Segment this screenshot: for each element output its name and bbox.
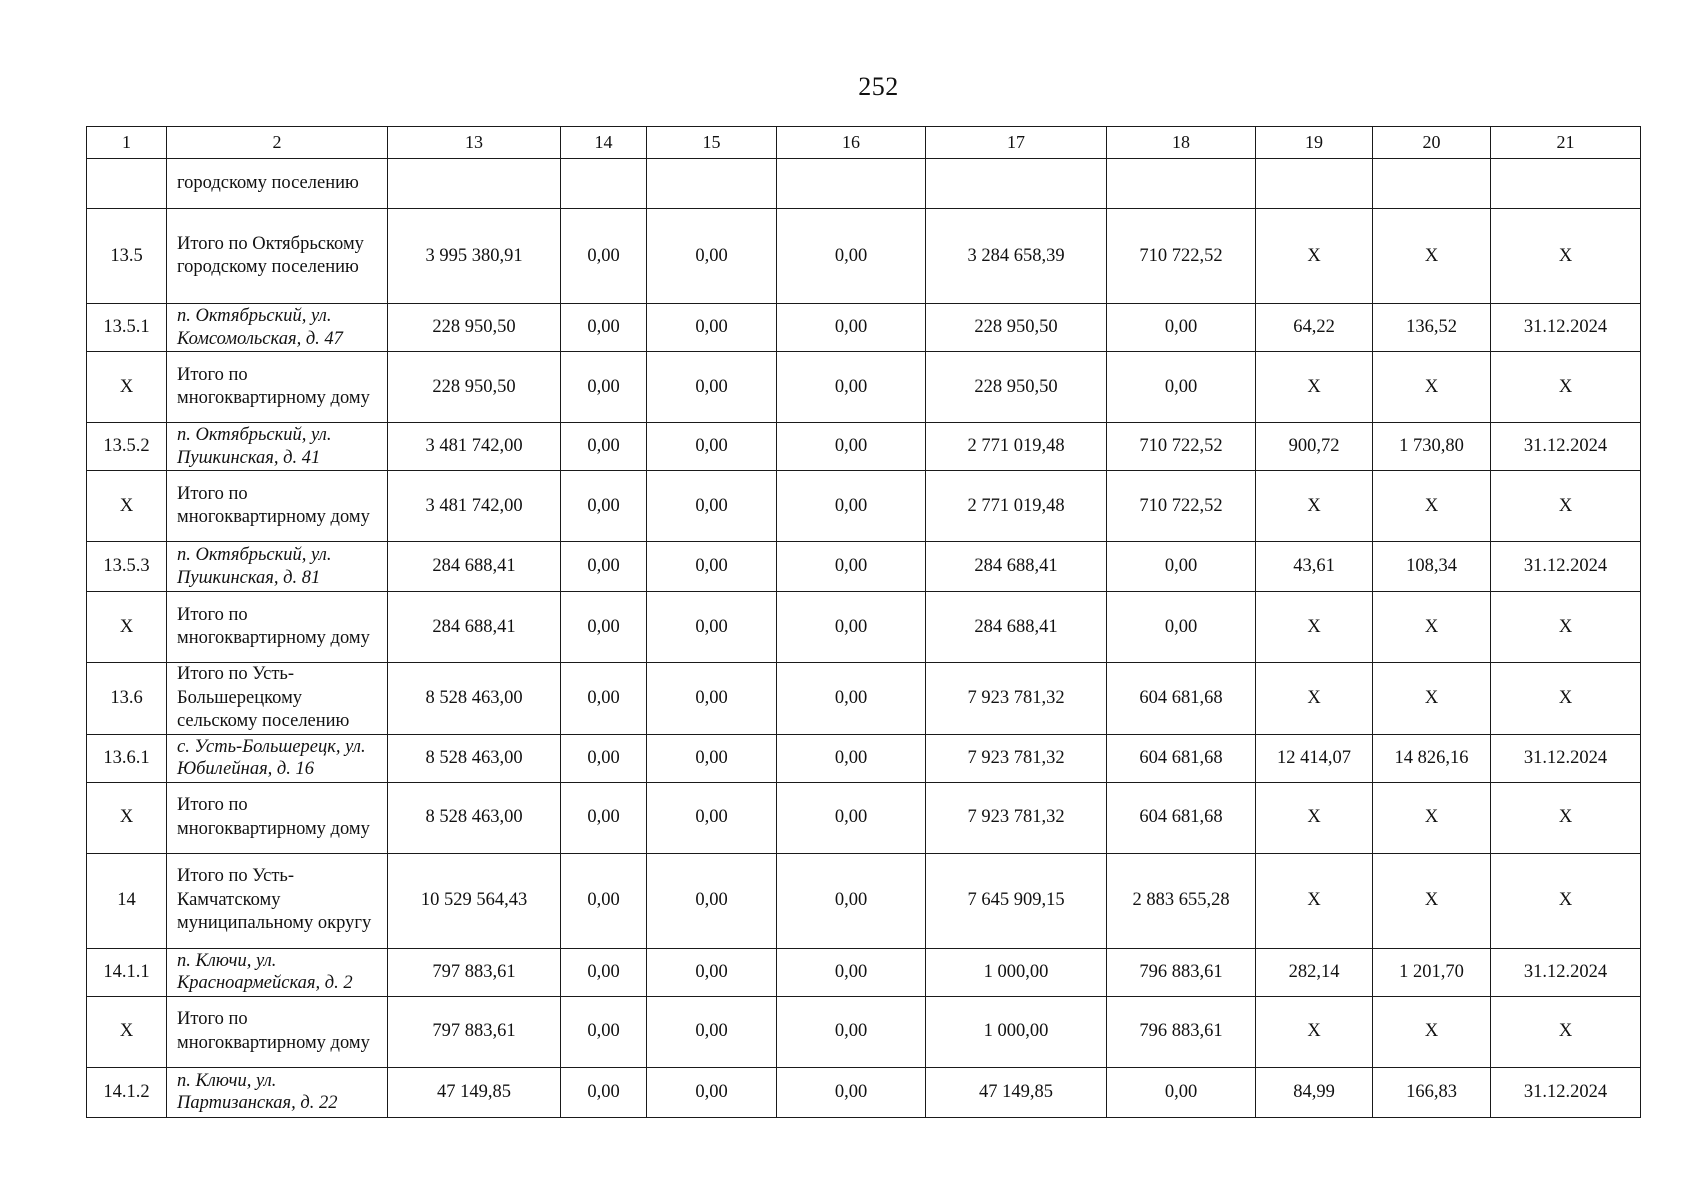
owner-funds-cell: 7 923 781,32 [926,782,1107,853]
row-number-cell: Х [87,352,167,423]
row-number-cell: Х [87,782,167,853]
area-value-cell: Х [1256,592,1373,663]
regional-funds-cell: 0,00 [647,996,777,1067]
local-funds-cell: 0,00 [777,352,926,423]
row-number-cell: Х [87,471,167,542]
other-funds-cell: 710 722,52 [1107,423,1256,471]
completion-date-cell: 31.12.2024 [1491,304,1641,352]
completion-date-cell: 31.12.2024 [1491,948,1641,996]
table-row [87,734,1641,782]
column-header: 21 [1491,127,1641,159]
owner-funds-cell: 7 923 781,32 [926,663,1107,735]
table-row [87,423,1641,471]
local-funds-cell: 0,00 [777,1067,926,1117]
completion-date-cell: Х [1491,782,1641,853]
area-total-cell: Х [1373,853,1491,948]
object-name-cell: городскому поселению [167,159,388,209]
regional-funds-cell [647,159,777,209]
federal-funds-cell: 0,00 [561,734,647,782]
column-header: 17 [926,127,1107,159]
local-funds-cell: 0,00 [777,782,926,853]
completion-date-cell: Х [1491,209,1641,304]
column-header: 2 [167,127,388,159]
other-funds-cell [1107,159,1256,209]
federal-funds-cell: 0,00 [561,782,647,853]
total-cost-cell: 3 995 380,91 [388,209,561,304]
regional-funds-cell: 0,00 [647,1067,777,1117]
column-header: 16 [777,127,926,159]
total-cost-cell: 228 950,50 [388,304,561,352]
area-value-cell: 84,99 [1256,1067,1373,1117]
regional-funds-cell: 0,00 [647,209,777,304]
other-funds-cell: 710 722,52 [1107,209,1256,304]
completion-date-cell: 31.12.2024 [1491,734,1641,782]
object-name-cell: Итого по Усть-Большерецкому сельскому поселению [167,663,388,735]
area-value-cell: Х [1256,782,1373,853]
row-number-cell [87,159,167,209]
other-funds-cell: 0,00 [1107,592,1256,663]
federal-funds-cell: 0,00 [561,1067,647,1117]
column-header: 13 [388,127,561,159]
total-cost-cell: 3 481 742,00 [388,423,561,471]
completion-date-cell: 31.12.2024 [1491,1067,1641,1117]
object-name-cell: п. Октябрьский, ул. Пушкинская, д. 41 [167,423,388,471]
completion-date-cell: Х [1491,352,1641,423]
regional-funds-cell: 0,00 [647,352,777,423]
column-header: 14 [561,127,647,159]
area-value-cell: 64,22 [1256,304,1373,352]
federal-funds-cell: 0,00 [561,542,647,592]
other-funds-cell: 604 681,68 [1107,734,1256,782]
table-row [87,542,1641,592]
area-value-cell: Х [1256,209,1373,304]
table-row [87,352,1641,423]
table-row [87,853,1641,948]
total-cost-cell: 284 688,41 [388,592,561,663]
other-funds-cell: 0,00 [1107,304,1256,352]
area-value-cell: 282,14 [1256,948,1373,996]
table-row [87,948,1641,996]
column-header: 19 [1256,127,1373,159]
total-cost-cell: 3 481 742,00 [388,471,561,542]
other-funds-cell: 710 722,52 [1107,471,1256,542]
table-row [87,209,1641,304]
row-number-cell: Х [87,996,167,1067]
completion-date-cell: Х [1491,592,1641,663]
other-funds-cell: 796 883,61 [1107,948,1256,996]
row-number-cell: 13.5.2 [87,423,167,471]
total-cost-cell: 797 883,61 [388,996,561,1067]
regional-funds-cell: 0,00 [647,423,777,471]
owner-funds-cell: 47 149,85 [926,1067,1107,1117]
local-funds-cell: 0,00 [777,948,926,996]
area-value-cell: Х [1256,853,1373,948]
other-funds-cell: 604 681,68 [1107,663,1256,735]
object-name-cell: п. Ключи, ул. Красноармейская, д. 2 [167,948,388,996]
area-value-cell: Х [1256,996,1373,1067]
completion-date-cell: 31.12.2024 [1491,542,1641,592]
object-name-cell: Итого по многоквартирному дому [167,996,388,1067]
total-cost-cell: 10 529 564,43 [388,853,561,948]
federal-funds-cell: 0,00 [561,423,647,471]
object-name-cell: Итого по многоквартирному дому [167,782,388,853]
area-total-cell: Х [1373,209,1491,304]
regional-funds-cell: 0,00 [647,663,777,735]
federal-funds-cell: 0,00 [561,592,647,663]
owner-funds-cell: 7 645 909,15 [926,853,1107,948]
total-cost-cell: 797 883,61 [388,948,561,996]
regional-funds-cell: 0,00 [647,592,777,663]
local-funds-cell: 0,00 [777,304,926,352]
row-number-cell: 14.1.2 [87,1067,167,1117]
object-name-cell: с. Усть-Большерецк, ул. Юбилейная, д. 16 [167,734,388,782]
total-cost-cell: 8 528 463,00 [388,663,561,735]
local-funds-cell: 0,00 [777,853,926,948]
owner-funds-cell: 1 000,00 [926,996,1107,1067]
owner-funds-cell: 1 000,00 [926,948,1107,996]
table-row [87,1067,1641,1117]
area-total-cell: Х [1373,352,1491,423]
row-number-cell: 13.6 [87,663,167,735]
owner-funds-cell: 284 688,41 [926,542,1107,592]
row-number-cell: Х [87,592,167,663]
federal-funds-cell: 0,00 [561,209,647,304]
table-row [87,304,1641,352]
row-number-cell: 13.5.1 [87,304,167,352]
federal-funds-cell: 0,00 [561,352,647,423]
area-value-cell: 43,61 [1256,542,1373,592]
total-cost-cell: 8 528 463,00 [388,734,561,782]
area-total-cell: Х [1373,782,1491,853]
completion-date-cell: Х [1491,853,1641,948]
table-body [87,127,1641,1118]
local-funds-cell [777,159,926,209]
other-funds-cell: 0,00 [1107,1067,1256,1117]
other-funds-cell: 0,00 [1107,352,1256,423]
object-name-cell: Итого по Октябрьскому городскому поселению [167,209,388,304]
federal-funds-cell: 0,00 [561,853,647,948]
column-number-header-row [87,127,1641,159]
owner-funds-cell: 3 284 658,39 [926,209,1107,304]
object-name-cell: п. Ключи, ул. Партизанская, д. 22 [167,1067,388,1117]
federal-funds-cell: 0,00 [561,663,647,735]
owner-funds-cell: 2 771 019,48 [926,423,1107,471]
federal-funds-cell: 0,00 [561,996,647,1067]
area-value-cell: 900,72 [1256,423,1373,471]
owner-funds-cell: 284 688,41 [926,592,1107,663]
area-total-cell: 136,52 [1373,304,1491,352]
total-cost-cell: 8 528 463,00 [388,782,561,853]
area-total-cell: 1 730,80 [1373,423,1491,471]
regional-funds-cell: 0,00 [647,853,777,948]
completion-date-cell: Х [1491,996,1641,1067]
column-header: 15 [647,127,777,159]
regional-funds-cell: 0,00 [647,948,777,996]
row-number-cell: 14.1.1 [87,948,167,996]
local-funds-cell: 0,00 [777,542,926,592]
object-name-cell: Итого по многоквартирному дому [167,471,388,542]
area-total-cell: 1 201,70 [1373,948,1491,996]
other-funds-cell: 796 883,61 [1107,996,1256,1067]
object-name-cell: Итого по Усть-Камчатскому муниципальному округу [167,853,388,948]
area-value-cell: Х [1256,663,1373,735]
regional-funds-cell: 0,00 [647,542,777,592]
row-number-cell: 14 [87,853,167,948]
completion-date-cell: 31.12.2024 [1491,423,1641,471]
object-name-cell: Итого по многоквартирному дому [167,352,388,423]
area-value-cell: 12 414,07 [1256,734,1373,782]
table-row [87,996,1641,1067]
object-name-cell: п. Октябрьский, ул. Комсомольская, д. 47 [167,304,388,352]
owner-funds-cell [926,159,1107,209]
total-cost-cell: 284 688,41 [388,542,561,592]
row-number-cell: 13.5 [87,209,167,304]
owner-funds-cell: 228 950,50 [926,352,1107,423]
table-row [87,471,1641,542]
column-header: 18 [1107,127,1256,159]
local-funds-cell: 0,00 [777,592,926,663]
local-funds-cell: 0,00 [777,734,926,782]
object-name-cell: Итого по многоквартирному дому [167,592,388,663]
row-number-cell: 13.5.3 [87,542,167,592]
column-header: 1 [87,127,167,159]
other-funds-cell: 604 681,68 [1107,782,1256,853]
completion-date-cell: Х [1491,663,1641,735]
other-funds-cell: 0,00 [1107,542,1256,592]
federal-funds-cell: 0,00 [561,948,647,996]
area-total-cell [1373,159,1491,209]
table-row [87,663,1641,735]
local-funds-cell: 0,00 [777,209,926,304]
table-row [87,159,1641,209]
other-funds-cell: 2 883 655,28 [1107,853,1256,948]
local-funds-cell: 0,00 [777,471,926,542]
financing-table [86,126,1641,1118]
owner-funds-cell: 2 771 019,48 [926,471,1107,542]
table-row [87,782,1641,853]
table-row [87,592,1641,663]
local-funds-cell: 0,00 [777,423,926,471]
area-total-cell: 166,83 [1373,1067,1491,1117]
area-total-cell: Х [1373,996,1491,1067]
federal-funds-cell [561,159,647,209]
area-value-cell: Х [1256,352,1373,423]
owner-funds-cell: 228 950,50 [926,304,1107,352]
completion-date-cell: Х [1491,471,1641,542]
area-total-cell: Х [1373,471,1491,542]
row-number-cell: 13.6.1 [87,734,167,782]
page-number: 252 [858,72,899,101]
regional-funds-cell: 0,00 [647,734,777,782]
total-cost-cell: 228 950,50 [388,352,561,423]
local-funds-cell: 0,00 [777,996,926,1067]
regional-funds-cell: 0,00 [647,304,777,352]
total-cost-cell: 47 149,85 [388,1067,561,1117]
regional-funds-cell: 0,00 [647,471,777,542]
area-total-cell: 108,34 [1373,542,1491,592]
object-name-cell: п. Октябрьский, ул. Пушкинская, д. 81 [167,542,388,592]
area-total-cell: 14 826,16 [1373,734,1491,782]
federal-funds-cell: 0,00 [561,471,647,542]
regional-funds-cell: 0,00 [647,782,777,853]
local-funds-cell: 0,00 [777,663,926,735]
owner-funds-cell: 7 923 781,32 [926,734,1107,782]
area-value-cell [1256,159,1373,209]
column-header: 20 [1373,127,1491,159]
area-total-cell: Х [1373,592,1491,663]
total-cost-cell [388,159,561,209]
area-value-cell: Х [1256,471,1373,542]
completion-date-cell [1491,159,1641,209]
federal-funds-cell: 0,00 [561,304,647,352]
area-total-cell: Х [1373,663,1491,735]
